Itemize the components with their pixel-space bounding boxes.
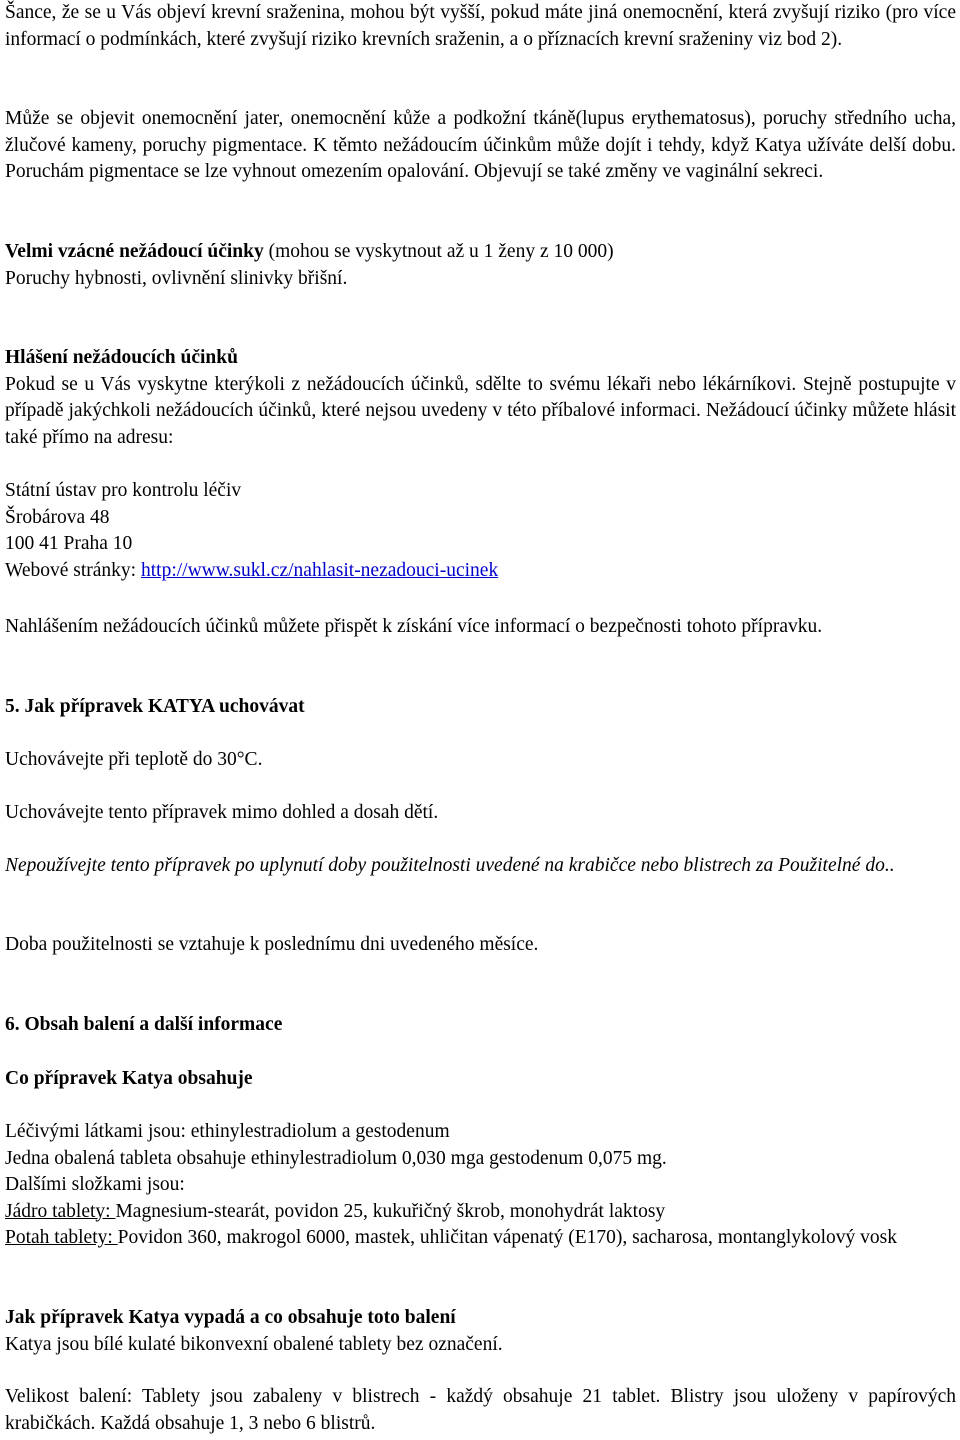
very-rare-heading: Velmi vzácné nežádoucí účinky — [5, 241, 264, 262]
storage-temperature: Uchovávejte při teplotě do 30°C. — [5, 749, 263, 770]
website-label: Webové stránky: — [5, 559, 141, 581]
active-substances: Léčivými látkami jsou: ethinylestradiolum a gestodenum — [5, 1121, 450, 1142]
storage-children: Uchovávejte tento přípravek mimo dohled a dosah dětí. — [5, 802, 439, 823]
reporting-benefit: Nahlášením nežádoucích účinků můžete přispět k získání více informací o bezpečnosti tohoto přípravku. — [5, 616, 823, 637]
reporting-text: Pokud se u Vás vyskytne kterýkoli z nežádoucích účinků, sdělte to svému lékaři nebo lékárníkovi. Stejně postupujte v případě jakýchkoli nežádoucích účinků, které nejsou uvedeny v této příbalové informaci. Nežádoucí účinky můžete hlásit také přímo na adresu: — [5, 373, 956, 448]
paragraph-blood-clot-risk: Šance, že se u Vás objeví krevní sraženina, mohou být vyšší, pokud máte jiná onemocnění, která zvyšují riziko (pro více informací o podmínkách, které zvyšují riziko krevních sraženin, a o příznacích krevní sraženiny viz bod 2). — [5, 2, 956, 50]
expiry-note: Doba použitelnosti se vztahuje k poslednímu dni uvedeného měsíce. — [5, 934, 539, 955]
core-ingredients: Magnesium-stearát, povidon 25, kukuřičný škrob, monohydrát laktosy — [115, 1200, 666, 1222]
contents-heading: Co přípravek Katya obsahuje — [5, 1068, 253, 1089]
appearance-section — [5, 1305, 956, 1358]
agency-address — [5, 478, 956, 584]
composition — [5, 1119, 956, 1252]
reporting-heading: Hlášení nežádoucích účinků — [5, 347, 238, 368]
paragraph-side-effects: Může se objevit onemocnění jater, onemocnění kůže a podkožní tkáně(lupus erythematosus), poruchy středního ucha, žlučové kameny, poruchy pigmentace. K těmto nežádoucím účinkům může dojít i tehdy, když Katya užíváte delší dobu. Poruchám pigmentace se lze vyhnout omezením opalování. Objevují se také změny ve vaginální sekreci. — [5, 108, 956, 182]
very-rare-frequency: (mohou se vyskytnout až u 1 ženy z 10 000) — [263, 241, 614, 262]
website-link[interactable]: http://www.sukl.cz/nahlasit-nezadouci-ucinek — [140, 559, 499, 581]
agency-street: Šrobárova 48 — [5, 506, 110, 528]
appearance-text: Katya jsou bílé kulaté bikonvexní obalené tablety bez označení. — [5, 1333, 503, 1355]
per-tablet-content: Jedna obalená tableta obsahuje ethinylestradiolum 0,030 mga gestodenum 0,075 mg. — [5, 1147, 667, 1169]
core-label: Jádro tablety: — [5, 1200, 116, 1222]
agency-name: Státní ústav pro kontrolu léčiv — [5, 480, 242, 501]
very-rare-side-effects — [5, 239, 956, 292]
appearance-heading: Jak přípravek Katya vypadá a co obsahuje toto balení — [5, 1307, 456, 1328]
section-5-heading: 5. Jak přípravek KATYA uchovávat — [5, 696, 305, 717]
pack-size: Velikost balení: Tablety jsou zabaleny v blistrech - každý obsahuje 21 tablet. Blistry jsou uloženy v papírových krabičkách. Každá obsahuje 1, 3 nebo 6 blistrů. — [5, 1386, 956, 1434]
section-6-heading: 6. Obsah balení a další informace — [5, 1014, 283, 1035]
very-rare-list: Poruchy hybnosti, ovlivnění slinivky břišní. — [5, 267, 348, 289]
expiry-warning: Nepoužívejte tento přípravek po uplynutí doby použitelnosti uvedené na krabičce nebo blistrech za Použitelné do.. — [5, 855, 895, 876]
agency-city: 100 41 Praha 10 — [5, 533, 133, 554]
coating-label: Potah tablety: — [5, 1227, 118, 1248]
coating-ingredients: Povidon 360, makrogol 6000, mastek, uhličitan vápenatý (E170), sacharosa, montanglykolový vosk — [117, 1227, 897, 1248]
other-ingredients-label: Dalšími složkami jsou: — [5, 1174, 185, 1195]
reporting-section — [5, 345, 956, 451]
